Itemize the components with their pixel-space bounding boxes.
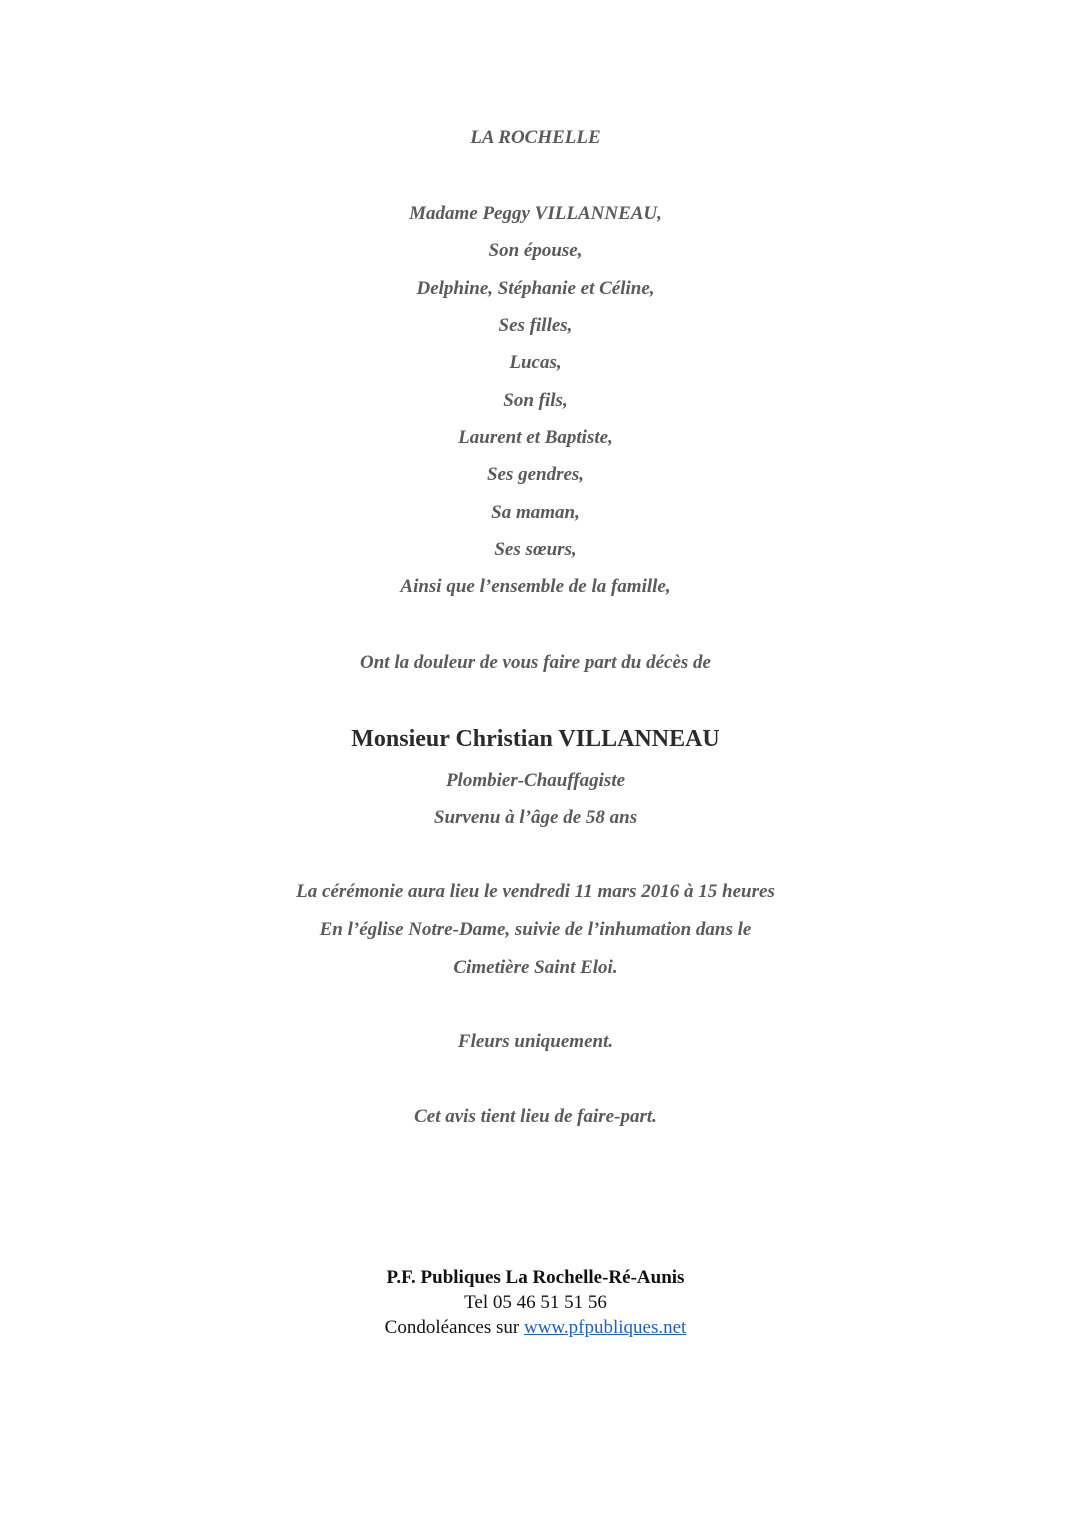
funeral-company-name: P.F. Publiques La Rochelle-Ré-Aunis xyxy=(386,1267,685,1288)
family-line-daughters-names: Delphine, Stéphanie et Céline, xyxy=(416,278,655,299)
funeral-company-phone: Tel 05 46 51 51 56 xyxy=(464,1292,607,1313)
deceased-age: Survenu à l’âge de 58 ans xyxy=(433,807,638,828)
family-line-son-role: Son fils, xyxy=(503,390,568,411)
city-heading: LA ROCHELLE xyxy=(470,127,601,148)
deceased-name: Monsieur Christian VILLANNEAU xyxy=(351,726,720,752)
family-line-whole-family: Ainsi que l’ensemble de la famille, xyxy=(400,576,671,597)
condolences-prefix: Condoléances sur xyxy=(384,1317,524,1338)
website-link[interactable]: www.pfpubliques.net xyxy=(523,1317,687,1338)
deceased-profession: Plombier-Chauffagiste xyxy=(445,770,626,791)
family-line-sisters: Ses sœurs, xyxy=(494,539,577,560)
family-line-daughters-role: Ses filles, xyxy=(498,315,573,336)
family-line-sons-in-law-names: Laurent et Baptiste, xyxy=(458,427,613,448)
family-line-mother: Sa maman, xyxy=(491,502,580,523)
condolences-line xyxy=(0,1317,1071,1339)
ceremony-line-cemetery: Cimetière Saint Eloi. xyxy=(453,957,618,978)
announcement-text: Ont la douleur de vous faire part du décès de xyxy=(360,652,711,673)
family-line-spouse-name: Madame Peggy VILLANNEAU, xyxy=(409,203,662,224)
family-line-sons-in-law-role: Ses gendres, xyxy=(486,464,585,485)
ceremony-line-date: La cérémonie aura lieu le vendredi 11 mars 2016 à 15 heures xyxy=(296,881,775,902)
family-line-son-name: Lucas, xyxy=(509,352,562,373)
flowers-note: Fleurs uniquement. xyxy=(457,1031,614,1052)
ceremony-line-church: En l’église Notre-Dame, suivie de l’inhumation dans le xyxy=(319,919,752,940)
notice-note: Cet avis tient lieu de faire-part. xyxy=(414,1106,657,1127)
family-line-spouse-role: Son épouse, xyxy=(488,240,583,261)
